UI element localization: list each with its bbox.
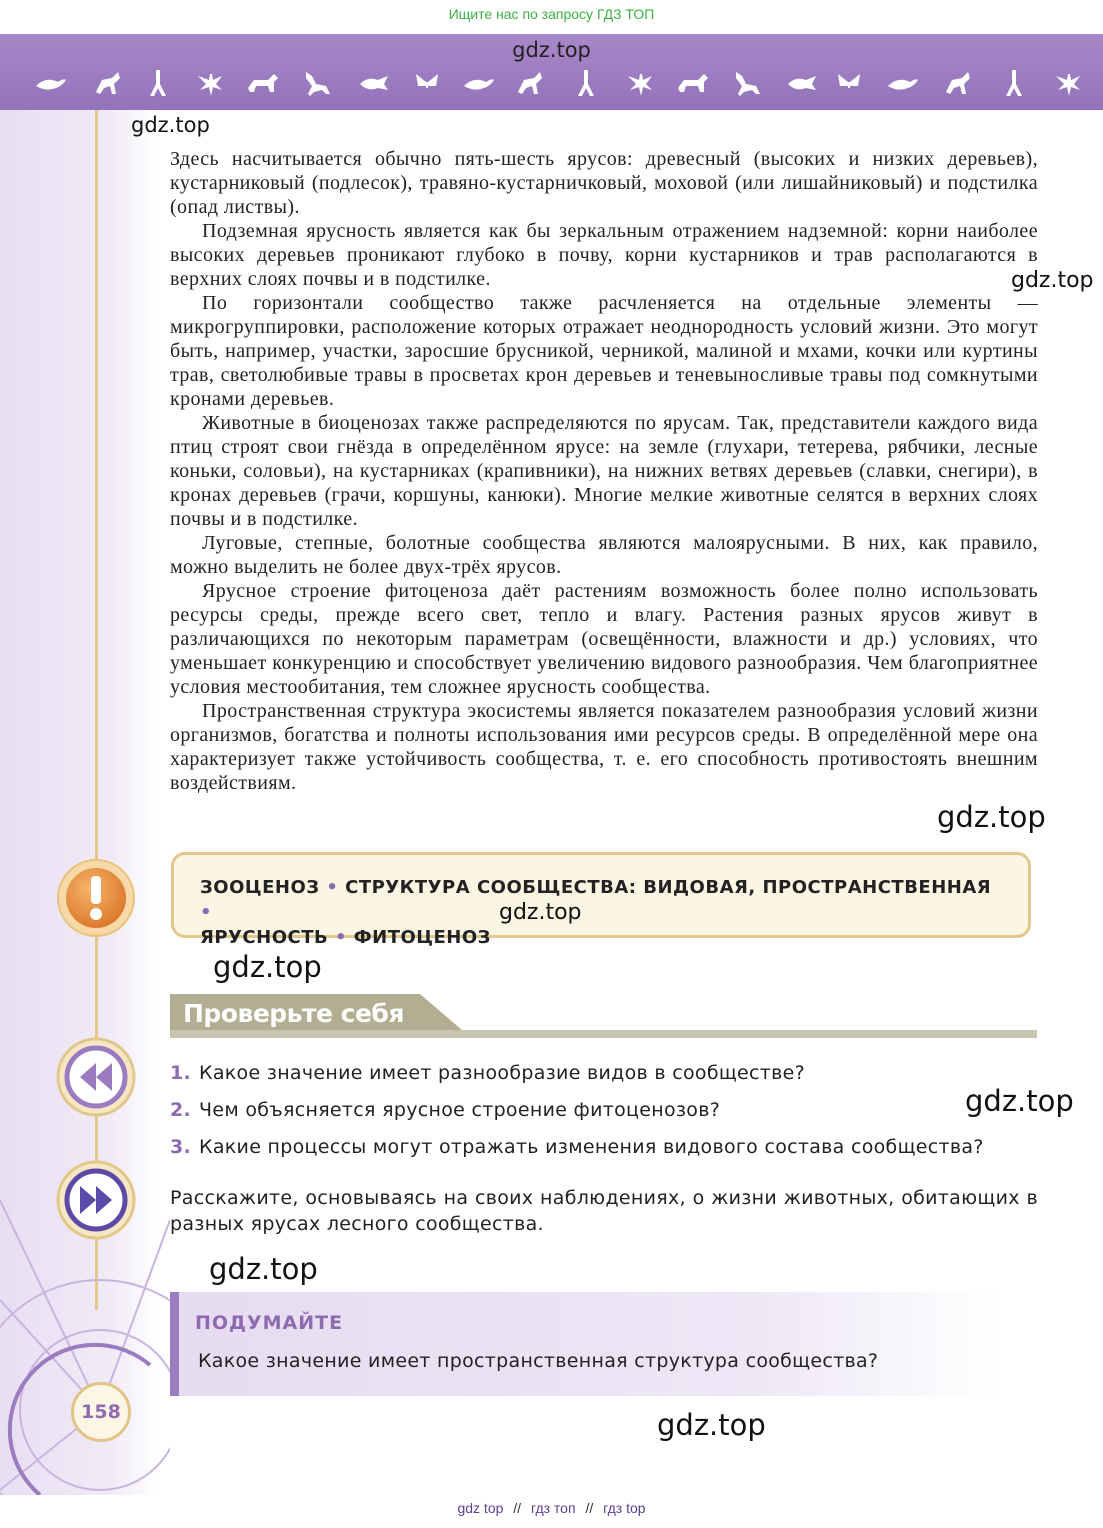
question-text: Какие процессы могут отражать изменения видового состава сообщества? — [199, 1136, 984, 1158]
keywords-line — [200, 875, 1002, 925]
question-item — [170, 1099, 720, 1121]
fast-forward-icon — [56, 1160, 136, 1240]
animal-silhouette-icon — [32, 66, 68, 102]
keyword: ЗООЦЕНОЗ — [200, 877, 320, 898]
think-box — [170, 1292, 1000, 1396]
rewind-icon — [56, 1037, 136, 1117]
think-title: ПОДУМАЙТЕ — [195, 1312, 344, 1334]
watermark: gdz.top — [1011, 268, 1094, 293]
paragraph: Подземная ярусность является как бы зеркальным отражением надземной: корни наиболее высоких деревьев проникают глубоко в почву, корни кустарников и трав располагаются в верхних слоях почвы и в подстилке. — [170, 220, 1038, 290]
animal-silhouette-icon — [730, 66, 766, 102]
animal-silhouette-icon — [1050, 66, 1086, 102]
keyword: СТРУКТУРА СООБЩЕСТВА: ВИДОВАЯ, ПРОСТРАНСТВЕННАЯ — [345, 877, 992, 898]
keyword: ФИТОЦЕНОЗ — [353, 927, 491, 948]
decor-line — [95, 110, 98, 1310]
keyword: ЯРУСНОСТЬ — [200, 927, 329, 948]
paragraph: Здесь насчитывается обычно пять-шесть ярусов: древесный (высоких и низких деревьев), кустарниковый (подлесок), травяно-кустарничковый, моховой (или лишайниковый) и подстилка (опад листвы). — [170, 148, 1038, 218]
think-question: Какое значение имеет пространственная структура сообщества? — [198, 1350, 879, 1372]
animal-silhouette-icon — [140, 66, 176, 102]
page-number: 158 — [71, 1382, 131, 1442]
exclamation-icon — [56, 858, 136, 938]
question-number: 2. — [170, 1099, 192, 1121]
animal-silhouette-icon — [884, 66, 920, 102]
animal-silhouette-icon — [784, 66, 820, 102]
animal-silhouette-icon — [356, 66, 392, 102]
animal-silhouette-icon — [512, 66, 548, 102]
question-number: 1. — [170, 1062, 192, 1084]
question-item — [170, 1136, 984, 1158]
animal-silhouette-icon — [622, 66, 658, 102]
animal-silhouette-icon — [192, 66, 228, 102]
watermark: gdz.top — [937, 800, 1046, 834]
paragraph: Ярусное строение фитоценоза даёт растениям возможность более полно использовать ресурсы среды, прежде всего свет, тепло и влагу. Растения разных ярусов живут в различающихся по некоторым параметрам (освещённости, влажности и др.) условиях, что уменьшает конкуренцию и способствует увеличению видового разнообразия. Чем благоприятнее условия местообитания, тем сложнее ярусность сообщества. — [170, 580, 1038, 698]
paragraph: По горизонтали сообщество также расчленяется на отдельные элементы — микрогруппировки, расположение которых отражает неоднородность условий жизни. Это могут быть, например, участки, заросшие брусникой, черникой, малиной и мхами, кочки или куртины трав, светолюбивые травы в просветах крон деревьев и теневыносливые травы под сомкнутыми кронами деревьев. — [170, 292, 1038, 410]
footer-link[interactable]: гдз top — [603, 1500, 646, 1516]
animal-silhouette-icon — [568, 66, 604, 102]
footer — [0, 1500, 1103, 1516]
top-note: Ищите нас по запросу ГДЗ ТОП — [448, 6, 655, 22]
keywords-line — [200, 925, 1002, 950]
animal-silhouette-icon — [300, 66, 336, 102]
animal-silhouette-icon — [410, 66, 446, 102]
keyword-separator: • — [335, 927, 348, 948]
body-text — [170, 147, 1038, 795]
keywords-box — [171, 852, 1031, 948]
animal-silhouette-icon — [832, 66, 868, 102]
animal-silhouette-icon — [244, 66, 280, 102]
check-yourself-title: Проверьте себя — [183, 999, 404, 1028]
question-text: Чем объясняется ярусное строение фитоценозов? — [199, 1099, 721, 1121]
keyword-separator: • — [200, 902, 213, 923]
watermark: gdz.top — [499, 900, 582, 925]
animal-silhouette-icon — [940, 66, 976, 102]
watermark: gdz.top — [657, 1408, 766, 1442]
tell-task: Расскажите, основываясь на своих наблюдениях, о жизни животных, обитающих в разных ярусах лесного сообщества. — [170, 1187, 1038, 1235]
question-item — [170, 1062, 805, 1084]
footer-separator: // — [513, 1500, 522, 1516]
watermark: gdz.top — [512, 38, 591, 62]
animal-silhouette-icon — [460, 66, 496, 102]
animal-silhouette-icon — [674, 66, 710, 102]
question-number: 3. — [170, 1136, 192, 1158]
animal-silhouette-icon — [90, 66, 126, 102]
question-text: Какое значение имеет разнообразие видов в сообществе? — [199, 1062, 806, 1084]
keyword-separator: • — [326, 877, 339, 898]
footer-separator: // — [585, 1500, 594, 1516]
animal-silhouette-row — [0, 66, 1103, 102]
watermark: gdz.top — [131, 113, 210, 137]
footer-link[interactable]: gdz top — [457, 1500, 504, 1516]
watermark: gdz.top — [213, 950, 322, 984]
footer-link[interactable]: гдз топ — [530, 1500, 576, 1516]
paragraph: Луговые, степные, болотные сообщества являются малоярусными. В них, как правило, можно выделить не более двух-трёх ярусов. — [170, 532, 1038, 578]
paragraph: Животные в биоценозах также распределяются по ярусам. Так, представители каждого вида птиц строят свои гнёзда в определённом ярусе: на земле (глухари, тетерева, рябчики, лесные коньки, соловьи), на кустарниках (крапивники), на нижних ветвях деревьев (славки, снегири), в кронах деревьев (грачи, коршуны, канюки). Многие мелкие животные селятся в верхних слоях почвы и в подстилке. — [170, 412, 1038, 530]
animal-silhouette-icon — [996, 66, 1032, 102]
paragraph: Пространственная структура экосистемы является показателем разнообразия условий жизни организмов, богатства и полноты использования ими ресурсов среды. В определённой мере она характеризует также устойчивость сообщества, т. е. его способность противостоять внешним воздействиям. — [170, 700, 1038, 794]
watermark: gdz.top — [965, 1084, 1074, 1118]
watermark: gdz.top — [209, 1252, 318, 1286]
